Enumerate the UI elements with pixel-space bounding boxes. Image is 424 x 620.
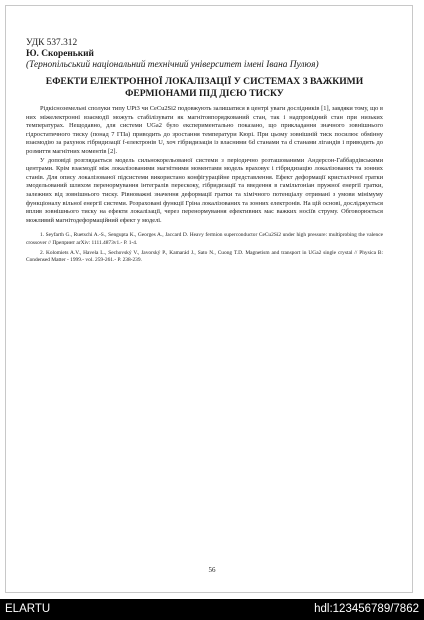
body-paragraph: У доповіді розглядається модель сильнокорельованої системи з періодично розташованими Андерсон-Габбардівськими центрами. Крім взаємодії між локалізованими магнітними моментами модель враховує і гібридизацію локалізованих та зонних станів. Для опису локалізованої підсистеми використано конфігураційне представлення. Ефект деформації кристалічної гратки змодельований шляхом перенормування інтегралів перескоку, гібридизації та введення в гамільтоніан пружної енергії гратки, залежних від зовнішнього тиску. Рівноважні значення деформації гратки та хімічного потенціалу отримані з умови мінімуму функціоналу вільної енергії системи. Розраховані функції Гріна локалізованих та зонних електронів. На цій основі, досліджується вплив зовнішнього тиску на ефекти локалізації, через перенормування ефективних мас важких носіїв струму. Обговорюється можливий магнітодеформаційний ефект у моделі. xyxy=(26,156,383,224)
udc-code: УДК 537.312 xyxy=(26,38,78,48)
paper-title: ЕФЕКТИ ЕЛЕКТРОННОЇ ЛОКАЛІЗАЦІЇ У СИСТЕМАХ З ВАЖКИМИ ФЕРМІОНАМИ ПІД ДІЄЮ ТИСКУ xyxy=(45,76,364,99)
repository-footer xyxy=(0,599,424,620)
page-number: 56 xyxy=(208,566,216,574)
paper-body xyxy=(26,105,383,225)
reference-item: 2. Kolomiets A.V., Havela L., Sechovský V., Javorský P., Kamarád J., Sato N., Cuong T.D. Magnetism and transport in UGa2 single crystal // Physica B: Condensed Matter - 1999.- vol. 259-261.- P. 238-239. xyxy=(26,249,383,264)
repository-name: ELARTU xyxy=(5,603,51,615)
reference-item: 1. Seyfarth G., Ruetschi A.-S., Sengupta K., Georges A., Jaccard D. Heavy fermion superconductor CeCu2Si2 under high pressure: multiprobing the valence crossover // Препринт arXiv: 1111.4873v1.- P. 1-4. xyxy=(26,232,383,246)
body-paragraph: Рідкісноземельні сполуки типу UPt3 чи CeCu2Si2 подовжують залишатися в центрі уваги дослідників [1], завдяки тому, що в них міжелектронні взаємодії можуть стабілізувати як магнітовпорядкований стан, так і надпровідний стан при низьких температурах. Нещодавно, для системи UGa2 було експериментально показано, що прикладання значного зовнішнього гідростатичного тиску (понад 7 ГПа) приводить до зростання температури Кюрі. При цьому зовнішній тиск посилює обмінну взаємодію за рахунок гібридизації f-електронів U, хоч гібридизація із власними 6d станами та d станами лігандів і приводить до розмиття магнітних моментів [2]. xyxy=(26,105,383,155)
author-name: Ю. Скоренький xyxy=(26,49,94,59)
paper-page xyxy=(26,38,383,267)
handle-id: hdl:123456789/7862 xyxy=(314,603,419,615)
author-affiliation: (Тернопільський національний технічний університет імені Івана Пулюя) xyxy=(26,60,319,70)
references-list xyxy=(26,232,383,264)
